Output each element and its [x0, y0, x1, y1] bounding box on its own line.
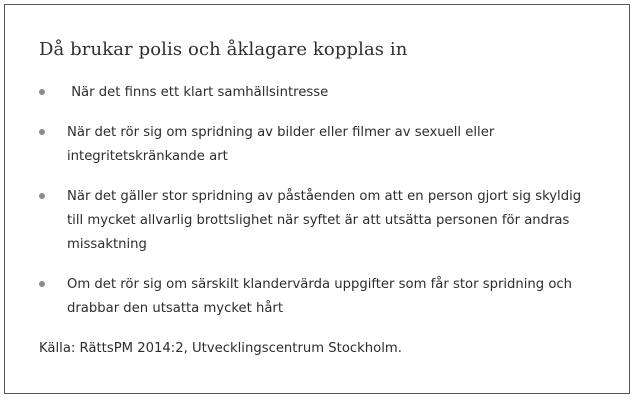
bullet-dot-icon [39, 281, 45, 287]
list-item [39, 121, 599, 169]
box-title: Då brukar polis och åklagare kopplas in [39, 39, 408, 60]
list-item-text: När det rör sig om spridning av bilder eller filmer av sexuell eller integritetskränkande art [67, 125, 495, 164]
list-item [39, 185, 599, 257]
list-item-text: När det gäller stor spridning av påståenden om att en person gjort sig skyldig till mycket allvarlig brottslighet när syftet är att utsätta personen för andras missaktning [67, 189, 582, 252]
info-box [4, 4, 630, 394]
bullet-dot-icon [39, 193, 45, 199]
list-item-text: Om det rör sig om särskilt klandervärda uppgifter som får stor spridning och drabbar den utsatta mycket hårt [67, 277, 573, 316]
list-item-text: När det finns ett klart samhällsintresse [67, 85, 329, 100]
bullet-dot-icon [39, 89, 45, 95]
list-item [39, 81, 599, 105]
bullet-dot-icon [39, 129, 45, 135]
list-item [39, 273, 599, 321]
source-caption: Källa: RättsPM 2014:2, Utvecklingscentrum Stockholm. [39, 341, 402, 356]
bullet-list [39, 81, 599, 321]
